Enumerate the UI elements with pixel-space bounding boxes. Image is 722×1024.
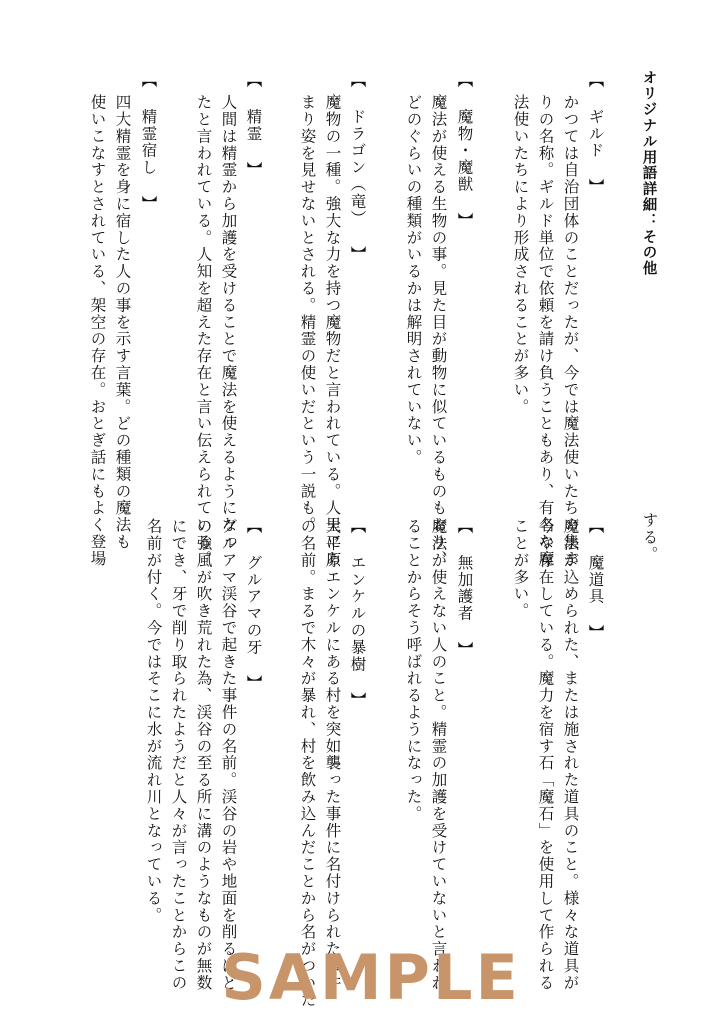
dragon-line-1: 魔物の一種。強大な力を持つ魔物だと言われている。人里にあ: [323, 94, 342, 568]
sample-watermark: SAMPLE: [221, 940, 521, 1014]
fang-line-3: にでき、牙で削り取られたようだと人々が言ったことからこの: [169, 518, 188, 992]
heading-tool: 【 魔道具 】: [586, 518, 605, 642]
tool-line-1: 魔法が込められた、または施された道具のこと。様々な道具が: [561, 518, 580, 992]
heading-noblessing: 【 無加護者 】: [455, 518, 474, 659]
guild-line-1: かつては自治団体のことだったが、今では魔法使いたちの集ま: [561, 94, 580, 568]
spirit-line-1: 人間は精霊から加護を受けることで魔法を使えるようになっ: [219, 94, 238, 551]
fang-line-4: 名前が付く。今ではそこに水が流れ川となっている。: [144, 518, 163, 924]
noblessing-line-1: 魔法が使えない人のこと。精霊の加護を受けていないと言われ: [429, 518, 448, 992]
heading-host: 【 精霊宿し 】: [139, 72, 158, 213]
heading-guild: 【 ギルド 】: [586, 72, 605, 196]
tree-line-2: の名前。まるで木々が暴れ、村を飲み込んだことから名がついた: [298, 518, 317, 1009]
dragon-line-2: まり姿を見せないとされる。精霊の使いだという一説も。: [298, 94, 317, 534]
spirit-line-2: たと言われている。人知を超えた存在と言い伝えられている。: [194, 94, 213, 568]
fang-line-1: グルアマ渓谷で起きた事件の名前。渓谷の岩や地面を削るほど: [219, 518, 238, 992]
host-line-3: する。: [640, 512, 659, 563]
heading-spirit: 【 精霊 】: [244, 72, 263, 179]
tree-line-1: 大平原エンケルにある村を突如襲った事件に名付けられた事件: [323, 518, 342, 992]
page-title: オリジナル用語詳細：その他: [640, 70, 657, 277]
fang-line-2: の強風が吹き荒れた為、渓谷の至る所に溝のようなものが無数: [194, 518, 213, 992]
heading-dragon: 【 ドラゴン（竜） 】: [348, 72, 367, 263]
tool-line-2: 今や存在している。魔力を宿す石「魔石」を使用して作られる: [536, 518, 555, 992]
noblessing-line-2: ることからそう呼ばれるようになった。: [404, 518, 423, 823]
heading-fang: 【 グルアマの牙 】: [244, 518, 263, 692]
monster-line-2: どのぐらいの種類がいるかは解明されていない。: [404, 94, 423, 466]
tool-line-3: ことが多い。: [511, 518, 530, 620]
heading-monster: 【 魔物・魔獣 】: [455, 72, 474, 230]
guild-line-2: りの名称。ギルド単位で依頼を請け負うこともあり、有名な魔: [536, 94, 555, 568]
monster-line-1: 魔法が使える生物の事。見た目が動物に似ているものもおり、: [429, 94, 448, 568]
host-line-2: 使いこなすとされている、架空の存在。おとぎ話にもよく登場: [88, 94, 107, 568]
heading-tree: 【 エンケルの暴樹 】: [348, 518, 367, 709]
guild-line-3: 法使いたちにより形成されることが多い。: [511, 94, 530, 416]
host-line-1: 四大精霊を身に宿した人の事を示す言葉。どの種類の魔法も: [113, 94, 132, 551]
